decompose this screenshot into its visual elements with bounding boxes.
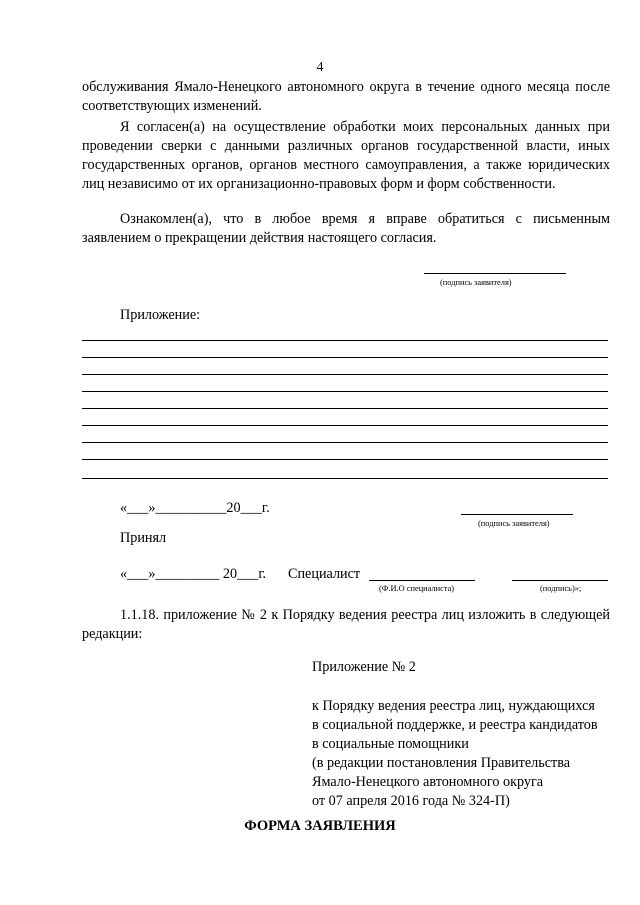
blank-line (82, 374, 608, 375)
blank-line (82, 425, 608, 426)
appendix-reference (312, 697, 622, 811)
specialist-label: Специалист (288, 566, 361, 582)
form-title: ФОРМА ЗАЯВЛЕНИЯ (244, 818, 396, 834)
blank-line (82, 478, 608, 479)
signature-caption: (подпись заявителя) (478, 519, 550, 528)
specialist-signature-line (512, 580, 608, 581)
paragraph-continuation: обслуживания Ямало-Ненецкого автономного округа в течение одного месяца после соответствующих изменений. (82, 79, 610, 114)
signature-line (424, 273, 566, 274)
blank-line (82, 357, 608, 358)
blank-line (82, 391, 608, 392)
date-line: «___»__________20___г. (120, 500, 270, 516)
blank-line (82, 459, 608, 460)
appendix-line: (в редакции постановления Правительства (312, 755, 571, 771)
page-number: 4 (316, 60, 324, 75)
appendix-line: Ямало-Ненецкого автономного округа (312, 774, 544, 790)
specialist-sign-caption: (подпись)»; (540, 584, 582, 593)
appendix-line: в социальной поддержке, и реестра кандидатов (312, 717, 598, 733)
signature-caption: (подпись заявителя) (440, 278, 512, 287)
blank-line (82, 340, 608, 341)
paragraph-consent: Я согласен(а) на осуществление обработки моих персональных данных при проведении сверки с данными различных органов государственной власти, иных государственных органов, органов местного самоуправления, а также юридических лиц независимо от их организационно-правовых форм и форм собственности. (82, 119, 610, 192)
accepted-label: Принял (120, 530, 167, 546)
date-line: «___»_________ 20___г. (120, 566, 267, 582)
specialist-fio-caption: (Ф.И.О специалиста) (379, 584, 455, 593)
appendix-title: Приложение № 2 (312, 659, 416, 675)
amendment-paragraph: 1.1.18. приложение № 2 к Порядку ведения реестра лиц изложить в следующей редакции: (82, 607, 610, 642)
specialist-name-line (369, 580, 475, 581)
signature-line (461, 514, 573, 515)
blank-line (82, 408, 608, 409)
paragraph-acknowledgement: Ознакомлен(а), что в любое время я вправе обратиться с письменным заявлением о прекращении действия настоящего согласия. (82, 211, 610, 246)
appendix-line: к Порядку ведения реестра лиц, нуждающихся (312, 698, 595, 714)
appendix-line: в социальные помощники (312, 736, 469, 752)
attachment-label: Приложение: (120, 307, 201, 323)
blank-line (82, 442, 608, 443)
appendix-line: от 07 апреля 2016 года № 324-П) (312, 793, 510, 809)
